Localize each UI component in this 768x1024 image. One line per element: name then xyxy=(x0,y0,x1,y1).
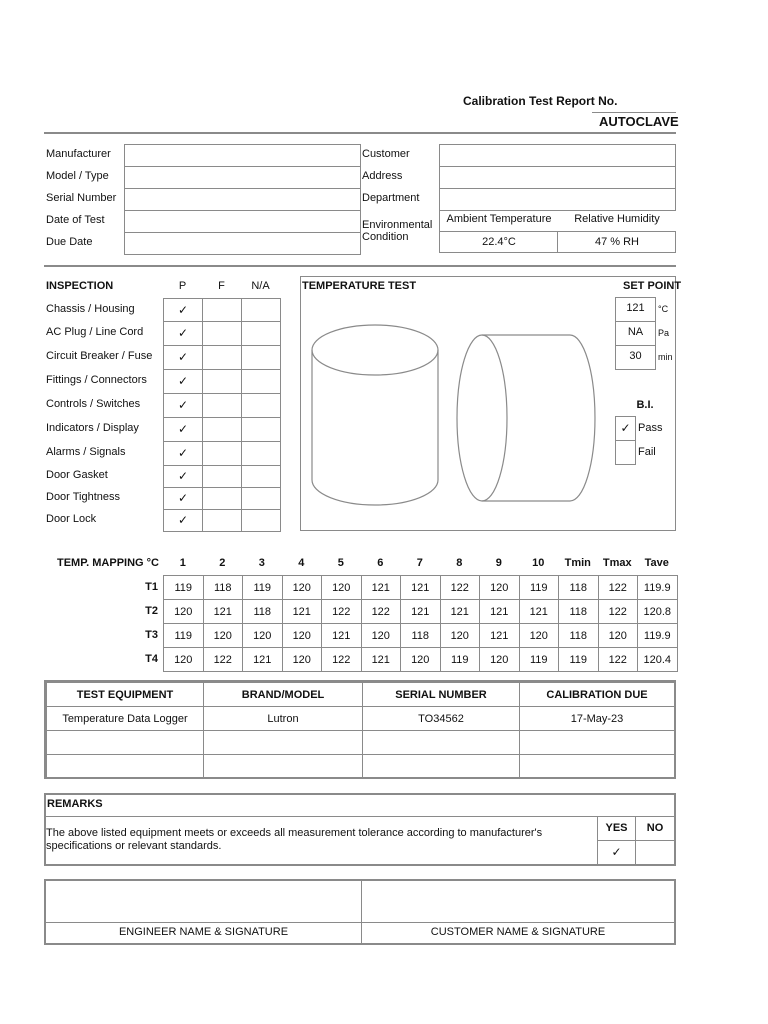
mapping-cell: 122 xyxy=(361,600,401,624)
equipment-cell[interactable] xyxy=(47,731,204,755)
inspection-f-checkbox[interactable] xyxy=(202,465,242,488)
inspection-p-mark: ✓ xyxy=(177,350,189,364)
info-right-field[interactable] xyxy=(439,188,676,211)
mapping-cell: 120.4 xyxy=(638,648,678,672)
inspection-item-label: AC Plug / Line Cord xyxy=(46,326,144,338)
info-left-field[interactable] xyxy=(124,210,361,233)
inspection-p-mark: ✓ xyxy=(177,513,189,527)
mapping-cell: 122 xyxy=(598,648,638,672)
mapping-grid xyxy=(163,575,678,672)
engineer-signature-label: ENGINEER NAME & SIGNATURE xyxy=(118,926,289,938)
mapping-cell: 120 xyxy=(282,624,322,648)
mapping-cell: 119 xyxy=(164,624,204,648)
set-point-value: NA xyxy=(627,326,644,338)
info-left-field[interactable] xyxy=(124,232,361,255)
mapping-cell: 121 xyxy=(519,600,559,624)
info-left-label: Manufacturer xyxy=(46,148,111,160)
inspection-f-checkbox[interactable] xyxy=(202,509,242,532)
mapping-cell: 118 xyxy=(559,624,599,648)
set-point-value: 121 xyxy=(626,302,645,314)
mapping-cell: 119 xyxy=(519,576,559,600)
inspection-na-checkbox[interactable] xyxy=(241,509,281,532)
info-right-label: Customer xyxy=(362,148,410,160)
inspection-f-checkbox[interactable] xyxy=(202,441,242,466)
mapping-column-header: 9 xyxy=(495,557,502,569)
inspection-item-label: Door Tightness xyxy=(46,491,120,503)
equipment-cell[interactable] xyxy=(520,731,675,755)
inspection-f-checkbox[interactable] xyxy=(202,369,242,394)
mapping-column-header: 5 xyxy=(337,557,344,569)
inspection-col-p: P xyxy=(178,280,187,292)
remarks-title: REMARKS xyxy=(47,798,103,810)
bi-option-label: Pass xyxy=(638,422,663,434)
inspection-p-mark: ✓ xyxy=(177,422,189,436)
mapping-cell: 121 xyxy=(480,624,520,648)
mapping-cell: 118 xyxy=(559,576,599,600)
remarks-text: The above listed equipment meets or exceeds all measurement tolerance according to manufacturer's specifications or relevant standards. xyxy=(46,827,543,852)
remarks-yes-mark: ✓ xyxy=(611,845,622,859)
mapping-column-header: Tmin xyxy=(564,557,591,569)
mapping-cell: 118 xyxy=(401,624,441,648)
mapping-cell: 120 xyxy=(480,648,520,672)
info-left-label: Model / Type xyxy=(46,170,109,182)
set-point-title: SET POINT xyxy=(623,280,682,292)
inspection-na-checkbox[interactable] xyxy=(241,298,281,323)
inspection-col-na: N/A xyxy=(251,280,270,292)
inspection-p-mark: ✓ xyxy=(177,491,189,505)
info-right-field[interactable] xyxy=(439,166,676,189)
report-number-label: Calibration Test Report No. xyxy=(463,94,618,108)
environment-label: Environmental Condition xyxy=(362,219,433,243)
mapping-cell: 120 xyxy=(598,624,638,648)
mapping-cell: 120 xyxy=(243,624,283,648)
mapping-cell: 120 xyxy=(282,648,322,672)
mapping-cell: 120 xyxy=(519,624,559,648)
mapping-column-header: 6 xyxy=(377,557,384,569)
inspection-p-mark: ✓ xyxy=(177,469,189,483)
equipment-row xyxy=(47,707,675,731)
info-left-label: Due Date xyxy=(46,236,93,248)
mapping-row-label: T4 xyxy=(145,653,158,665)
equipment-cell[interactable]: Lutron xyxy=(204,707,363,731)
equipment-header-row xyxy=(47,683,675,707)
equipment-cell[interactable] xyxy=(204,731,363,755)
info-right-field[interactable] xyxy=(439,144,676,167)
mapping-cell: 121 xyxy=(401,600,441,624)
mapping-column-header: 7 xyxy=(416,557,423,569)
mapping-row xyxy=(164,600,678,624)
equipment-cell[interactable] xyxy=(363,731,520,755)
mapping-row xyxy=(164,576,678,600)
inspection-item-label: Circuit Breaker / Fuse xyxy=(46,350,153,362)
inspection-na-checkbox[interactable] xyxy=(241,321,281,346)
equipment-column-header: CALIBRATION DUE xyxy=(520,683,675,707)
mapping-cell: 121 xyxy=(440,600,480,624)
equipment-column-header: SERIAL NUMBER xyxy=(363,683,520,707)
mapping-cell: 120 xyxy=(480,576,520,600)
mapping-cell: 119.9 xyxy=(638,624,678,648)
mapping-cell: 121 xyxy=(282,600,322,624)
mapping-column-header: 8 xyxy=(456,557,463,569)
mapping-cell: 120 xyxy=(164,648,204,672)
equipment-cell[interactable]: TO34562 xyxy=(363,707,520,731)
mapping-column-header: 3 xyxy=(258,557,265,569)
mapping-cell: 122 xyxy=(322,648,362,672)
mapping-cell: 119 xyxy=(519,648,559,672)
signature-divider-horizontal xyxy=(46,922,674,923)
mapping-cell: 121 xyxy=(361,576,401,600)
inspection-na-checkbox[interactable] xyxy=(241,441,281,466)
equipment-grid xyxy=(46,682,675,779)
inspection-na-checkbox[interactable] xyxy=(241,369,281,394)
info-right-label: Department xyxy=(362,192,420,204)
inspection-p-mark: ✓ xyxy=(177,303,189,317)
inspection-f-checkbox[interactable] xyxy=(202,321,242,346)
inspection-p-mark: ✓ xyxy=(177,446,189,460)
equipment-title: AUTOCLAVE xyxy=(599,114,679,129)
mapping-cell: 119 xyxy=(164,576,204,600)
header-top-rule xyxy=(592,112,676,113)
mapping-cell: 119 xyxy=(243,576,283,600)
inspection-na-checkbox[interactable] xyxy=(241,417,281,442)
mapping-column-header: Tave xyxy=(644,557,669,569)
equipment-row xyxy=(47,731,675,755)
equipment-column-header: TEST EQUIPMENT xyxy=(47,683,204,707)
info-left-field[interactable] xyxy=(124,144,361,167)
mapping-cell: 121 xyxy=(203,600,243,624)
mapping-cell: 120 xyxy=(282,576,322,600)
inspection-item-label: Chassis / Housing xyxy=(46,303,135,315)
mapping-column-header: 2 xyxy=(219,557,226,569)
inspection-item-label: Indicators / Display xyxy=(46,422,139,434)
mapping-cell: 119.9 xyxy=(638,576,678,600)
mapping-cell: 120 xyxy=(361,624,401,648)
relative-humidity-label: Relative Humidity xyxy=(574,213,660,225)
mapping-cell: 122 xyxy=(203,648,243,672)
mapping-column-header: 1 xyxy=(179,557,186,569)
inspection-title: INSPECTION xyxy=(46,280,114,292)
bi-option-label: Fail xyxy=(638,446,656,458)
inspection-item-label: Alarms / Signals xyxy=(46,446,126,458)
remarks-no-checkbox[interactable] xyxy=(635,840,675,865)
mapping-column-header: Tmax xyxy=(602,557,632,569)
inspection-p-mark: ✓ xyxy=(177,374,189,388)
customer-signature-field[interactable] xyxy=(362,881,674,922)
set-point-unit: min xyxy=(658,352,673,362)
set-point-unit: Pa xyxy=(658,328,670,338)
mapping-row xyxy=(164,648,678,672)
equipment-cell[interactable] xyxy=(204,755,363,779)
equipment-cell[interactable] xyxy=(47,755,204,779)
mapping-cell: 121 xyxy=(401,576,441,600)
customer-signature-label: CUSTOMER NAME & SIGNATURE xyxy=(430,926,606,938)
equipment-column-header: BRAND/MODEL xyxy=(204,683,363,707)
inspection-na-checkbox[interactable] xyxy=(241,487,281,510)
mapping-cell: 122 xyxy=(598,600,638,624)
info-left-field[interactable] xyxy=(124,188,361,211)
header-rule xyxy=(44,132,676,134)
set-point-value: 30 xyxy=(629,350,642,362)
info-right-label: Address xyxy=(362,170,403,182)
autoclave-chamber-illustration xyxy=(300,320,620,520)
mapping-row-label: T2 xyxy=(145,605,158,617)
inspection-f-checkbox[interactable] xyxy=(202,487,242,510)
mapping-row xyxy=(164,624,678,648)
inspection-na-checkbox[interactable] xyxy=(241,345,281,370)
mapping-cell: 120 xyxy=(401,648,441,672)
equipment-row xyxy=(47,755,675,779)
inspection-item-label: Door Gasket xyxy=(46,469,108,481)
mapping-cell: 120.8 xyxy=(638,600,678,624)
remarks-divider xyxy=(46,816,674,817)
mapping-cell: 122 xyxy=(322,600,362,624)
ambient-temperature-label: Ambient Temperature xyxy=(446,213,552,225)
relative-humidity-value: 47 % RH xyxy=(594,236,640,248)
ambient-temperature-value: 22.4°C xyxy=(482,236,516,248)
temp-mapping-title: TEMP. MAPPING °C xyxy=(57,557,159,569)
inspection-f-checkbox[interactable] xyxy=(202,393,242,418)
inspection-na-checkbox[interactable] xyxy=(241,465,281,488)
mapping-cell: 120 xyxy=(440,624,480,648)
mapping-cell: 118 xyxy=(203,576,243,600)
mapping-cell: 118 xyxy=(243,600,283,624)
inspection-item-label: Controls / Switches xyxy=(46,398,141,410)
mapping-cell: 118 xyxy=(559,600,599,624)
equipment-cell[interactable]: 17-May-23 xyxy=(520,707,675,731)
bi-option-mark: ✓ xyxy=(620,421,631,435)
remarks-no-label: NO xyxy=(646,822,664,834)
inspection-p-mark: ✓ xyxy=(177,398,189,412)
mapping-column-header: 10 xyxy=(532,557,545,569)
mapping-cell: 120 xyxy=(164,600,204,624)
inspection-item-label: Door Lock xyxy=(46,513,97,525)
mapping-cell: 119 xyxy=(559,648,599,672)
set-point-unit: °C xyxy=(658,304,669,314)
inspection-f-checkbox[interactable] xyxy=(202,345,242,370)
remarks-yes-label: YES xyxy=(605,822,628,834)
inspection-na-checkbox[interactable] xyxy=(241,393,281,418)
inspection-col-f: F xyxy=(218,280,225,292)
mapping-cell: 120 xyxy=(322,576,362,600)
mapping-row-label: T1 xyxy=(145,581,158,593)
info-left-field[interactable] xyxy=(124,166,361,189)
mapping-cell: 121 xyxy=(480,600,520,624)
mapping-cell: 122 xyxy=(598,576,638,600)
bi-title: B.I. xyxy=(636,399,654,411)
mapping-cell: 122 xyxy=(440,576,480,600)
equipment-cell[interactable] xyxy=(520,755,675,779)
mapping-column-header: 4 xyxy=(298,557,305,569)
engineer-signature-field[interactable] xyxy=(46,881,361,922)
inspection-f-checkbox[interactable] xyxy=(202,298,242,323)
inspection-f-checkbox[interactable] xyxy=(202,417,242,442)
mapping-cell: 121 xyxy=(322,624,362,648)
info-left-label: Serial Number xyxy=(46,192,117,204)
inspection-p-mark: ✓ xyxy=(177,326,189,340)
section-rule-1 xyxy=(44,265,676,267)
equipment-cell[interactable] xyxy=(363,755,520,779)
info-left-label: Date of Test xyxy=(46,214,105,226)
mapping-cell: 121 xyxy=(243,648,283,672)
temperature-test-title: TEMPERATURE TEST xyxy=(302,280,417,292)
equipment-cell[interactable]: Temperature Data Logger xyxy=(47,707,204,731)
mapping-cell: 120 xyxy=(203,624,243,648)
inspection-item-label: Fittings / Connectors xyxy=(46,374,147,386)
mapping-row-label: T3 xyxy=(145,629,158,641)
mapping-cell: 119 xyxy=(440,648,480,672)
bi-fail-checkbox[interactable] xyxy=(615,440,636,465)
mapping-cell: 121 xyxy=(361,648,401,672)
